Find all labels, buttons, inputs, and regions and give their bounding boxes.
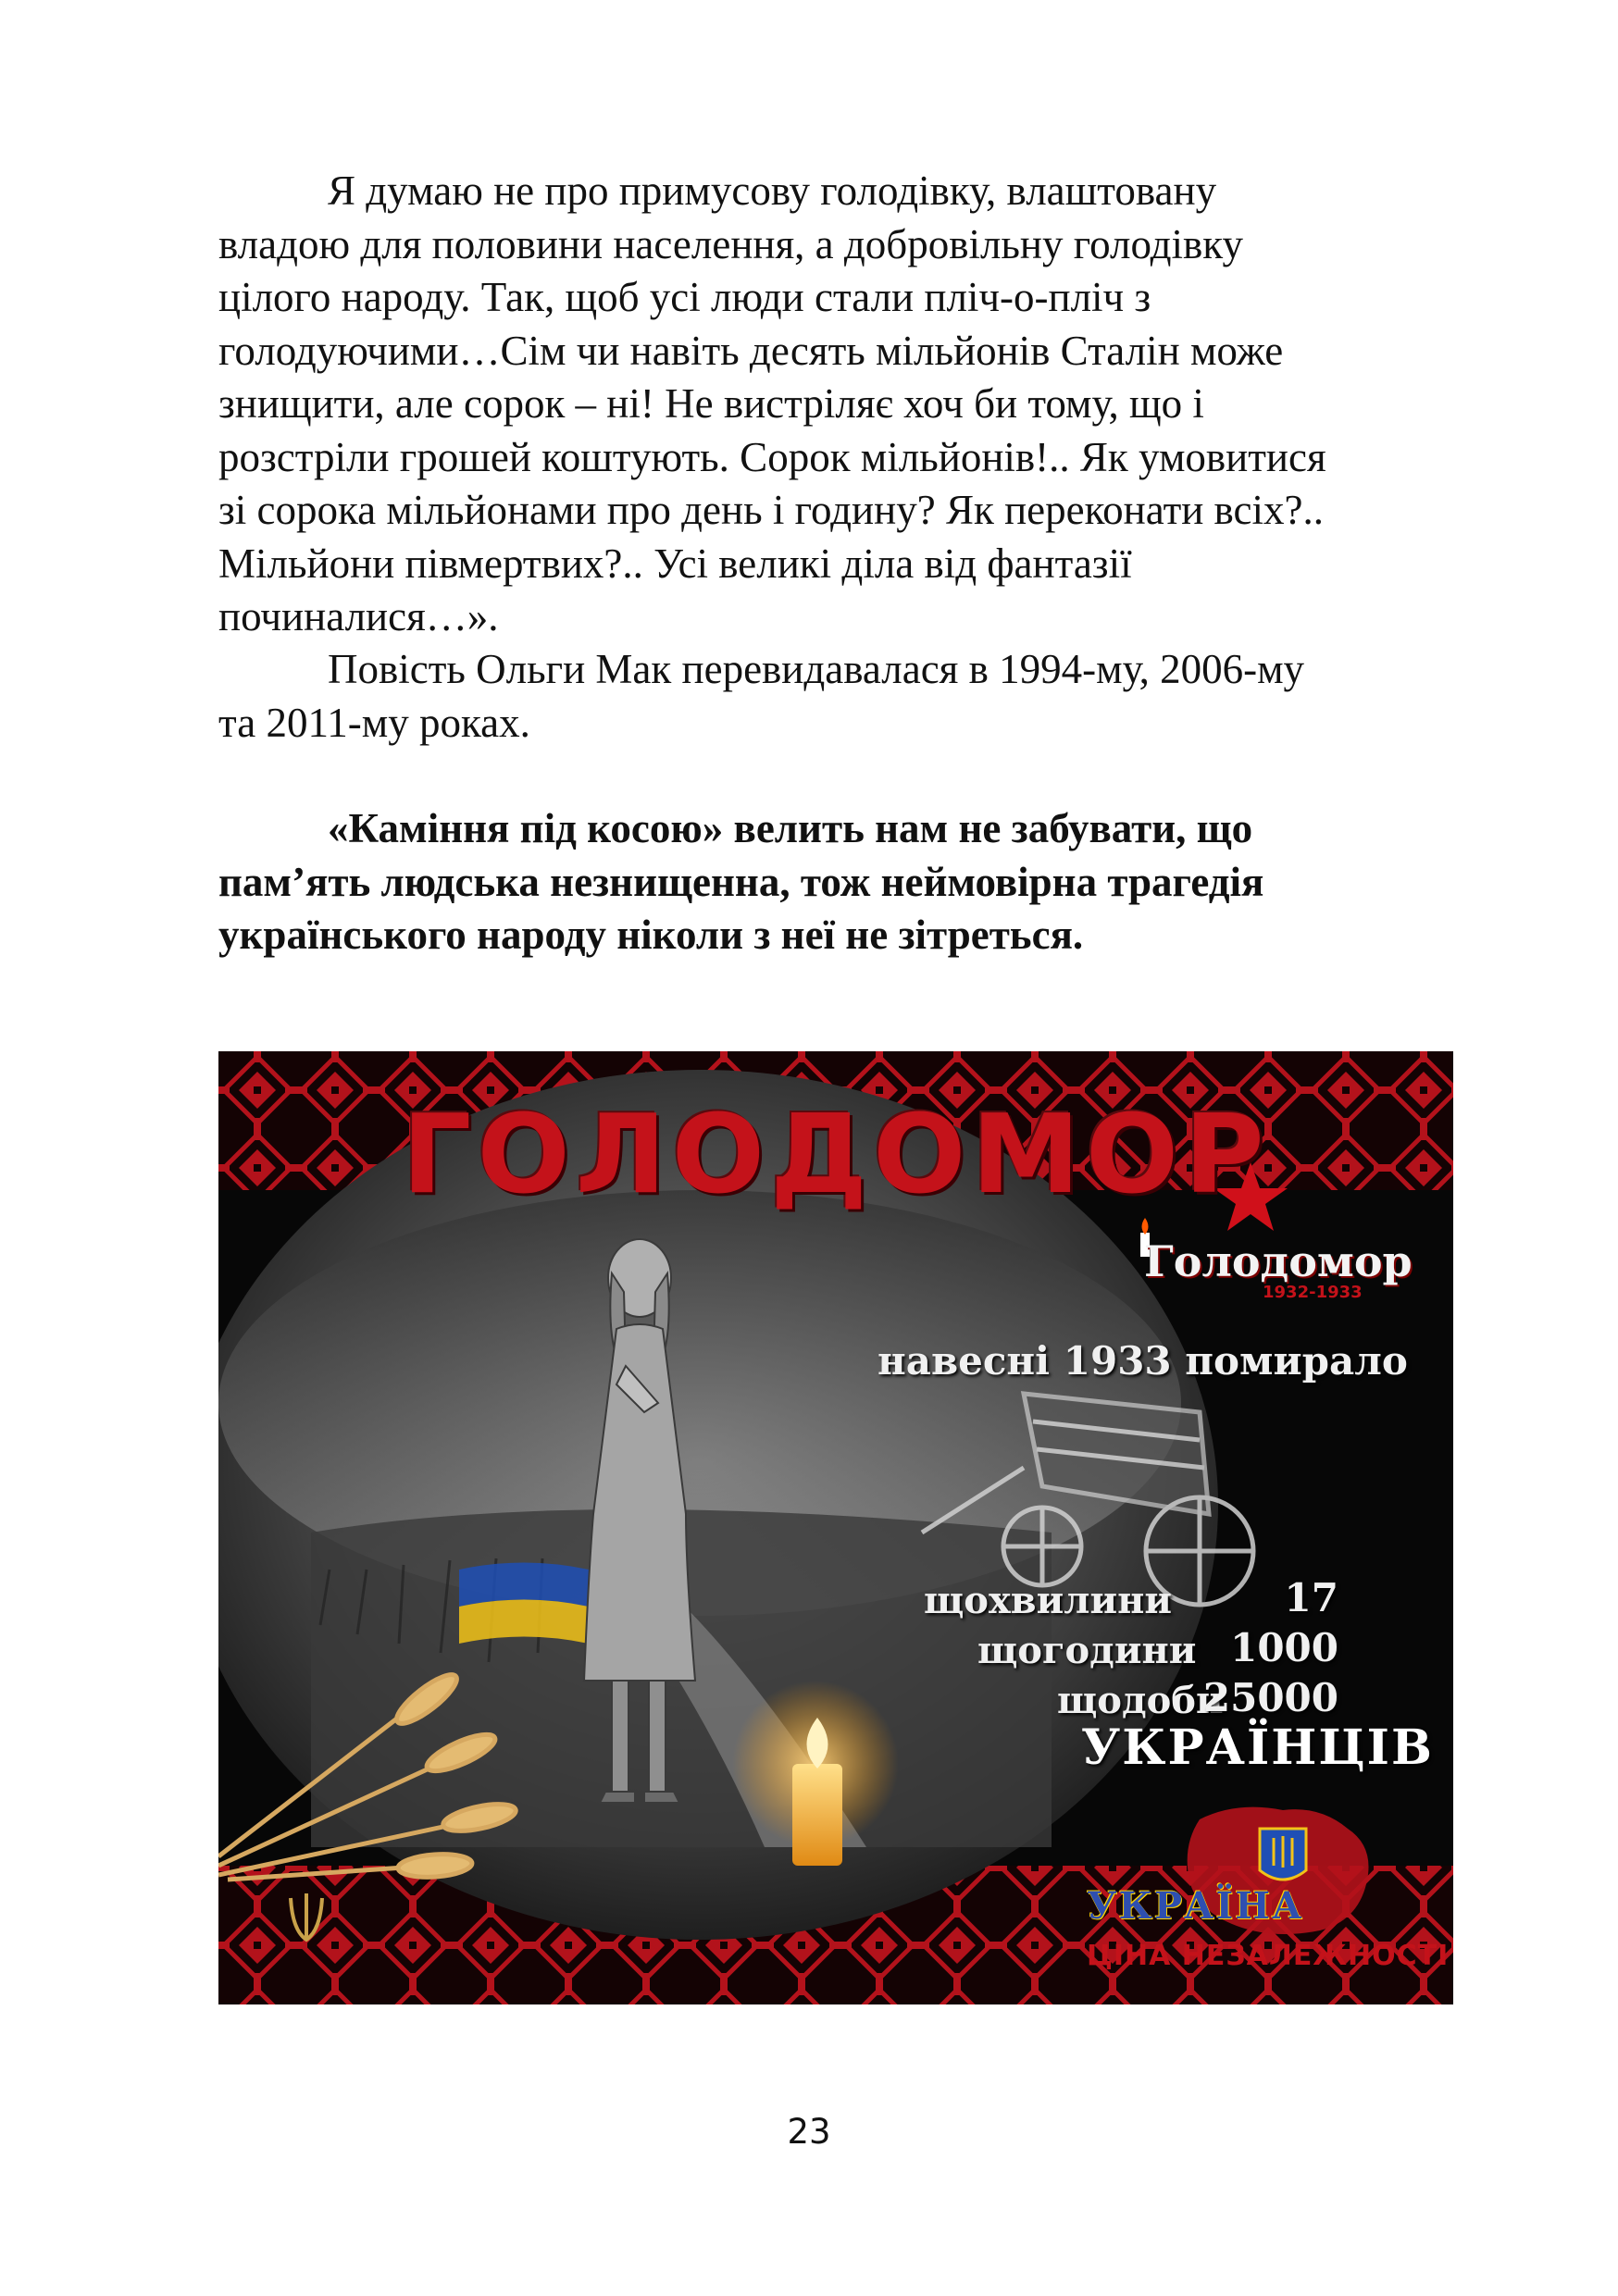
quote-line-1: Я думаю не про примусову голодівку, влаштовану <box>328 168 1217 214</box>
poster-price: ЦІНА НЕЗАЛЕЖНОСТІ <box>1087 1940 1450 1972</box>
edition-line-2 <box>218 697 1453 751</box>
coat-of-arms-icon <box>1260 1829 1306 1880</box>
quote-line-8: Мільйони півмертвих?.. Усі великі діла від фантазії <box>218 540 1132 587</box>
conclusion-line-1: «Каміння під косою» велить нам не забувати, що <box>328 805 1253 851</box>
quote-line-3: цілого народу. Так, щоб усі люди стали пліч-о-пліч з <box>218 274 1151 320</box>
conclusion-line-2: пам’ять людська незнищенна, тож неймовірна трагедія <box>218 858 1264 905</box>
edition-line-2-text: та 2011-му роках. <box>218 699 530 746</box>
edition-paragraph <box>218 643 1453 750</box>
conclusion-paragraph <box>218 802 1453 962</box>
stat-value-hour: 1000 <box>1230 1625 1338 1670</box>
poster-title: ГОЛОДОМОР <box>402 1090 1270 1218</box>
quote-line-4: голодуючими…Сім чи навіть десять мільйонів Сталін може <box>218 327 1284 374</box>
quote-line-5: знищити, але сорок – ні! Не вистріляє хоч би тому, що і <box>218 380 1204 427</box>
ukrainian-flag <box>459 1563 589 1644</box>
poster-subtitle: навесні 1933 помирало <box>877 1338 1408 1384</box>
stat-label-day: щодоби <box>1057 1679 1224 1722</box>
conclusion-line-3: українського народу ніколи з неї не зітреться. <box>218 912 1084 958</box>
page-number: 23 <box>787 2112 831 2152</box>
stat-label-hour: щогодини <box>977 1629 1197 1672</box>
holodomor-poster <box>218 1051 1453 2004</box>
poster-country: УКРАЇНА <box>1087 1884 1304 1928</box>
stat-value-day: 25000 <box>1202 1675 1338 1720</box>
poster-people: УКРАЇНЦІВ <box>1081 1719 1434 1776</box>
quote-line-9: починалися…». <box>218 593 499 639</box>
poster-logo-years: 1932-1933 <box>1263 1283 1363 1302</box>
quote-line-7: зі сорока мільйонами про день і годину? Як переконати всіх?.. <box>218 487 1324 533</box>
quote-paragraph <box>218 165 1453 644</box>
quote-line-6: розстріли грошей коштують. Сорок мільйонів!.. Як умовитися <box>218 433 1326 480</box>
quote-line-2: владою для половини населення, а добровільну голодівку <box>218 220 1244 267</box>
stat-label-minute: щохвилини <box>924 1579 1173 1622</box>
edition-line-1: Повість Ольги Мак перевидавалася в 1994-му, 2006-му <box>328 646 1305 692</box>
poster-logo: Голодомор <box>1144 1236 1413 1286</box>
stat-value-minute: 17 <box>1284 1575 1338 1620</box>
